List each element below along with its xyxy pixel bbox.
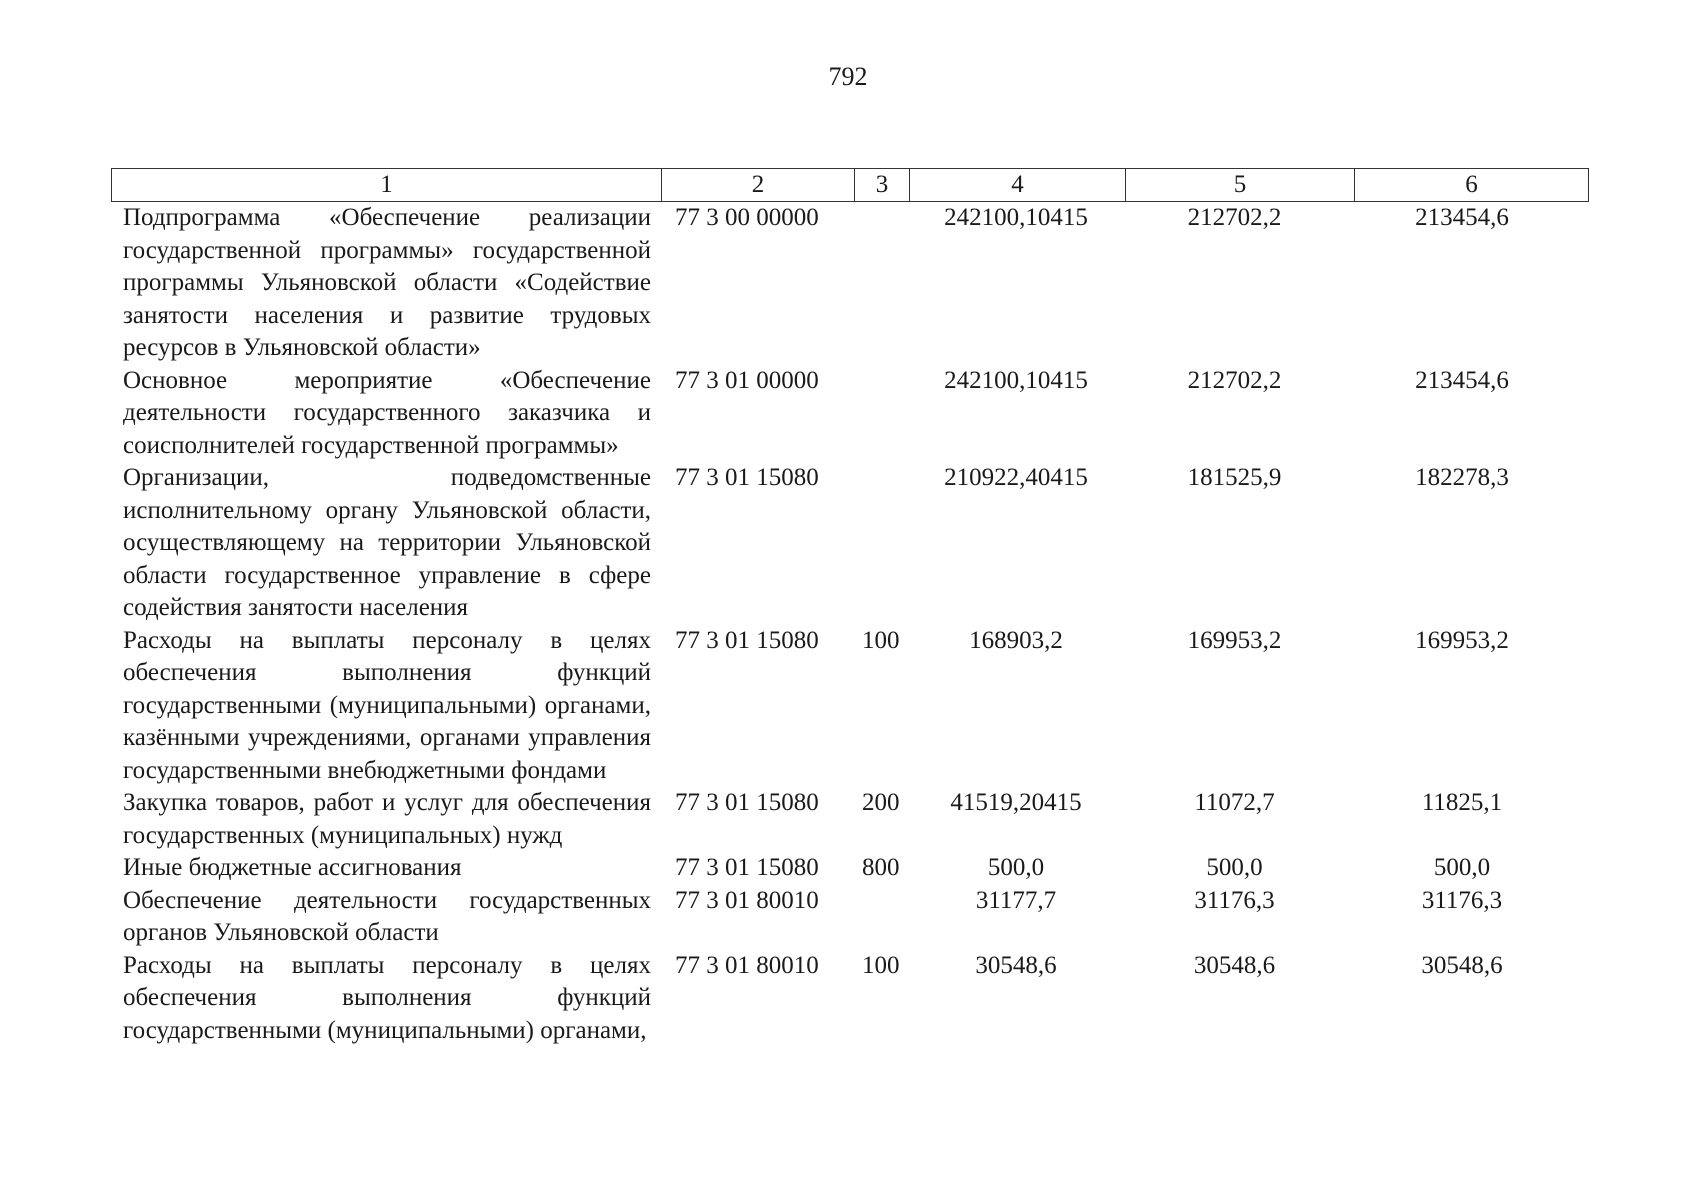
page-number: 792 [828, 62, 868, 91]
column-header-3: 3 [855, 169, 910, 202]
table-row [111, 885, 1588, 950]
table-row [111, 625, 1588, 788]
row-name: Обеспечение деятельности государственных органов Ульяновской области [123, 886, 651, 946]
row-name: Иные бюджетные ассигнования [123, 854, 462, 881]
row-value-col4: 242100,10415 [944, 366, 1088, 394]
row-value-col6: 182278,3 [1415, 464, 1509, 491]
row-value-col6: 30548,6 [1421, 951, 1503, 979]
row-value-col5: 212702,2 [1187, 366, 1282, 394]
row-expense-type [854, 202, 909, 365]
table-row [111, 462, 1588, 625]
row-value-col5: 30548,6 [1193, 951, 1276, 979]
column-header-2: 2 [662, 169, 855, 202]
row-value-col6: 213454,6 [1415, 204, 1509, 231]
column-header-5: 5 [1126, 169, 1355, 202]
row-code: 77 3 01 15080 [675, 789, 819, 816]
row-code: 77 3 01 00000 [675, 366, 819, 394]
row-value-col4: 30548,6 [975, 951, 1057, 979]
row-name: Организации, подведомственные исполнительному органу Ульяновской области, осуществляющему на территории Ульяновской области государственное управление в сфере содействия занятости населения [123, 464, 651, 621]
row-value-col6: 11825,1 [1421, 789, 1503, 816]
row-code: 77 3 01 15080 [675, 626, 819, 654]
row-name: Закупка товаров, работ и услуг для обеспечения государственных (муниципальных) нужд [123, 789, 651, 849]
row-value-col4: 41519,20415 [950, 789, 1082, 816]
row-code: 77 3 01 15080 [675, 854, 819, 881]
row-value-col4: 168903,2 [969, 626, 1063, 654]
row-value-col5: 169953,2 [1187, 626, 1282, 654]
row-expense-type: 100 [862, 951, 900, 979]
row-value-col5: 500,0 [1206, 854, 1263, 881]
column-header-4: 4 [910, 169, 1126, 202]
row-name: Расходы на выплаты персоналу в целях обеспечения выполнения функций государственными (муниципальными) органами, [123, 951, 651, 1044]
column-header-row [112, 169, 1589, 202]
column-header-1: 1 [112, 169, 662, 202]
row-value-col5: 11072,7 [1194, 789, 1275, 816]
column-header-6: 6 [1355, 169, 1589, 202]
row-code: 77 3 00 00000 [675, 204, 819, 231]
budget-table-body [111, 202, 1588, 1047]
row-code: 77 3 01 15080 [675, 464, 819, 491]
row-value-col5: 181525,9 [1187, 464, 1282, 491]
budget-table [111, 202, 1588, 1047]
row-expense-type: 100 [862, 626, 900, 654]
row-value-col6: 213454,6 [1415, 366, 1509, 394]
row-code: 77 3 01 80010 [675, 886, 819, 914]
row-expense-type [854, 462, 909, 625]
row-name: Расходы на выплаты персоналу в целях обеспечения выполнения функций государственными (муниципальными) органами, казёнными учреждениями, органами управления государственными внебюджетными фондами [123, 626, 651, 784]
table-row [111, 950, 1588, 1048]
row-value-col4: 210922,40415 [944, 464, 1088, 491]
row-name: Основное мероприятие «Обеспечение деятельности государственного заказчика и соисполнителей государственной программы» [123, 366, 651, 459]
row-expense-type: 200 [862, 789, 900, 816]
row-value-col6: 31176,3 [1421, 886, 1503, 914]
column-header-table [111, 168, 1589, 202]
row-value-col4: 500,0 [987, 854, 1045, 881]
row-value-col5: 212702,2 [1187, 204, 1282, 231]
table-row [111, 365, 1588, 463]
row-value-col4: 242100,10415 [944, 204, 1088, 231]
row-expense-type: 800 [862, 854, 900, 881]
row-value-col5: 31176,3 [1194, 886, 1275, 914]
row-name: Подпрограмма «Обеспечение реализации государственной программы» государственной программы Ульяновской области «Содействие занятости населения и развитие трудовых ресурсов в Ульяновской области» [123, 204, 651, 361]
table-row [111, 852, 1588, 885]
row-expense-type [854, 365, 909, 463]
table-row [111, 787, 1588, 852]
table-row [111, 202, 1588, 365]
row-value-col6: 500,0 [1433, 854, 1491, 881]
row-expense-type [854, 885, 909, 950]
row-code: 77 3 01 80010 [675, 951, 819, 979]
row-value-col6: 169953,2 [1415, 626, 1509, 654]
row-value-col4: 31177,7 [975, 886, 1057, 914]
